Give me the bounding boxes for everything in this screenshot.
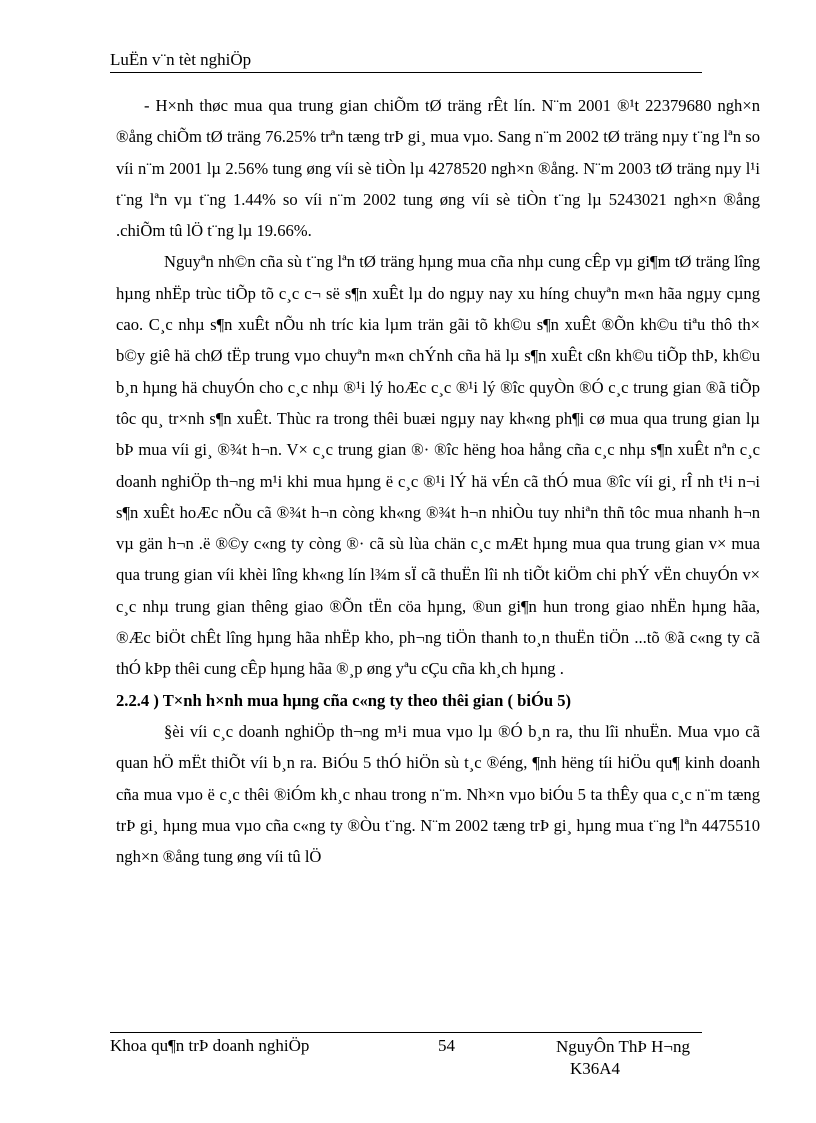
author-class: K36A4 <box>570 1059 621 1078</box>
header-divider <box>110 72 702 73</box>
author-name: NguyÔn ThÞ H¬ng <box>556 1037 690 1056</box>
paragraph-purchase-by-time: §èi víi c¸c doanh nghiÖp th¬ng m¹i mua vµo lµ ®Ó b¸n ra, thu lîi nhuËn. Mua vµo cã quan hÖ mËt thiÕt víi b¸n ra. BiÓu 5 thÓ hiÖn sù t¸c ®éng, ¶nh hëng tíi hiÖu qu¶ kinh doanh cña mua vµo ë c¸c thêi ®iÓm kh¸c nhau trong n¨m. Nh×n vµo biÓu 5 ta thÊy qua c¸c n¨m tæng trÞ gi¸ hµng mua vµo cña c«ng ty ®Òu t¨ng. N¨m 2002 tæng trÞ gi¸ hµng mua t¨ng lªn 4475510 ngh×n ®ång tung øng víi tû lÖ <box>116 721 760 867</box>
section-heading: 2.2.4 ) T×nh h×nh mua hµng cña c«ng ty theo thêi gian ( biÓu 5) <box>116 690 572 710</box>
paragraph-reasons: Nguyªn nh©n cña sù t¨ng lªn tØ träng hµng mua cña nhµ cung cÊp vµ gi¶m tØ träng lîng hµng nhËp trùc tiÕp tõ c¸c c¬ së s¶n xuÊt lµ do ngµy nay xu híng chuyªn m«n hãa ngµy cµng cao. C¸c nhµ s¶n xuÊt nÕu nh tríc kia lµm trän gãi tõ kh©u s¶n xuÊt ®Õn kh©u tiªu thô th× b©y giê hä chØ tËp trung vµo chuyªn m«n chÝnh cña hä lµ s¶n xuÊt cßn kh©u tiÕp thÞ, kh©u b¸n hµng hä chuyÓn cho c¸c nhµ ®¹i lý hoÆc c¸c ®¹i lý ®îc quyÒn ®Ó c¸c trung gian ®ã tiÕp tôc qu¸ tr×nh s¶n xuÊt. Thùc ra trong thêi buæi ngµy nay kh«ng ph¶i cø mua qua trung gian lµ bÞ mua víi gi¸ ®¾t h¬n. V× c¸c trung gian ®· ®îc hëng hoa hång cña c¸c nhµ s¶n xuÊt nªn c¸c doanh nghiÖp th¬ng m¹i khi mua hµng ë c¸c ®¹i lÝ hä vÉn cã thÓ mua ®îc víi gi¸ rÎ nh t¹i n¬i s¶n xuÊt hoÆc nÕu cã ®¾t h¬n còng kh«ng ®¾t h¬n nhiÒu tuy nhiªn thñ tôc mua nhanh h¬n vµ gän h¬n .ë ®©y c«ng ty còng ®· cã sù lùa chän c¸c mÆt hµng mua qua trung gian v× mua qua trung gian víi khèi lîng kh«ng lín l¾m sÏ cã thuËn lîi nh tiÕt kiÖm chi phÝ vËn chuyÓn v× c¸c nhµ trung gian thêng giao ®Õn tËn cöa hµng, ®un gi¶n hun trong giao nhËn hµng hãa, ®Æc biÖt chÊt lîng hµng hãa nhËp kho, ph¬ng tiÖn thanh to¸n thuËn tiÖn ...tõ ®ã c«ng ty cã thÓ kÞp thêi cung cÊp hµng hãa ®¸p øng yªu cÇu cña kh¸ch hµng . <box>116 252 760 679</box>
document-body <box>116 90 760 872</box>
footer-divider <box>110 1032 702 1033</box>
page-number: 54 <box>438 1036 455 1055</box>
paragraph-intermediary-share: - H×nh thøc mua qua trung gian chiÕm tØ träng rÊt lín. N¨m 2001 ®¹t 22379680 ngh×n ®ång chiÕm tØ träng 76.25% trªn tæng trÞ gi¸ mua vµo. Sang n¨m 2002 tØ träng nµy t¨ng lªn so víi n¨m 2001 lµ 2.56% tung øng víi sè tiÒn lµ 4278520 ngh×n ®ång. N¨m 2003 tØ träng nµy l¹i t¨ng lªn vµ t¨ng 1.44% so víi n¨m 2002 tung øng víi sè tiÒn t¨ng lµ 5243021 ngh×n ®ång .chiÕm tû lÖ t¨ng lµ 19.66%. <box>116 96 760 241</box>
footer-author-block <box>556 1036 690 1080</box>
page-header-title: LuËn v¨n tèt nghiÖp <box>110 50 252 69</box>
footer-faculty: Khoa qu¶n trÞ doanh nghiÖp <box>110 1036 310 1055</box>
